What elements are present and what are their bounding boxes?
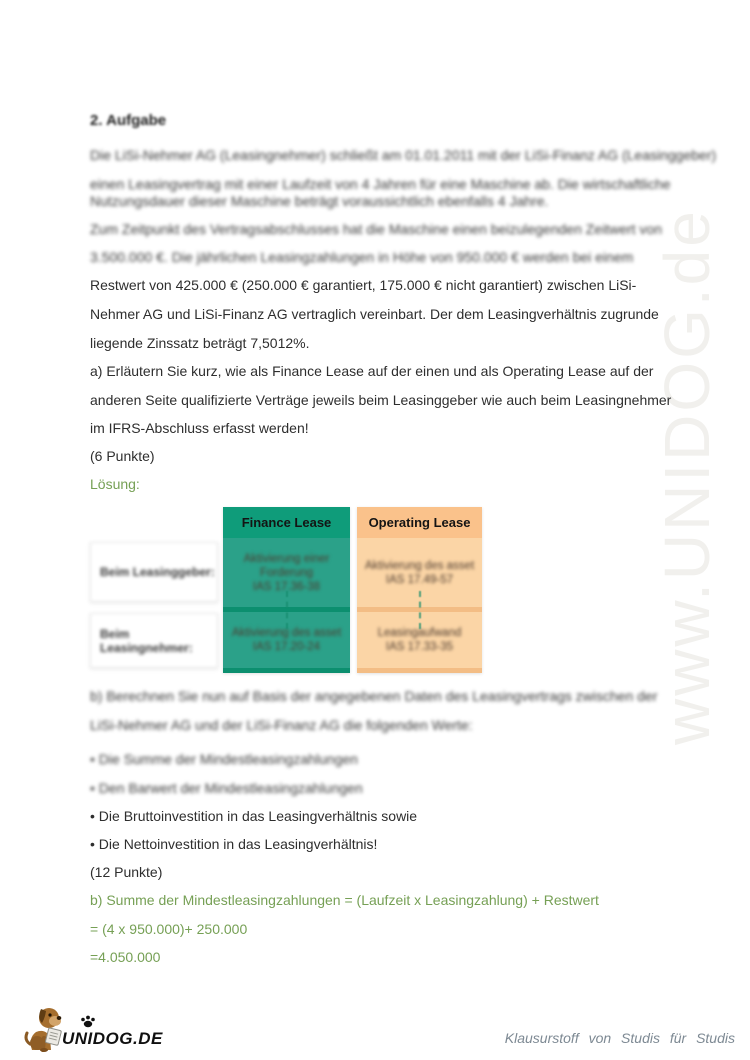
question-b-bullet: • Die Bruttoinvestition in das Leasingverhältnis sowie [90, 808, 418, 824]
row-label-lessor [90, 542, 218, 602]
intro-line: liegende Zinssatz beträgt 7,5012%. [90, 335, 310, 351]
points-a: (6 Punkte) [90, 448, 155, 464]
unidog-watermark: www.UNIDOG.de [651, 208, 723, 745]
finance-lease-column [223, 507, 350, 673]
question-b-line: b) Berechnen Sie nun auf Basis der angegebenen Daten des Leasingvertrags zwischen der [90, 688, 658, 704]
cell-line: Aktivierung des asset [231, 627, 342, 639]
operating-lease-column [357, 507, 482, 673]
cell-line: Aktivierung des asset [364, 559, 475, 572]
lease-comparison-diagram [90, 507, 482, 673]
points-b: (12 Punkte) [90, 864, 163, 880]
solution-label: Lösung: [90, 476, 140, 492]
row-label-lessee-text: Beim Leasingnehmer: [100, 626, 193, 655]
cell-line: Leasingaufwand [377, 627, 462, 639]
question-b-line: LiSi-Nehmer AG und der LiSi-Finanz AG die folgenden Werte: [90, 717, 473, 733]
paw-print-icon [80, 1014, 96, 1028]
cell-line: IAS 17.49-57 [385, 573, 454, 586]
row-label-lessor-text: Beim Leasinggeber: [100, 565, 215, 579]
task-title: 2. Aufgabe [90, 112, 167, 129]
operating-flow-arrow [419, 591, 421, 629]
finance-flow-arrow [286, 591, 288, 629]
question-a-line: anderen Seite qualifizierte Verträge jeweils beim Leasinggeber wie auch beim Leasingnehmer [90, 392, 672, 408]
solution-b-line: b) Summe der Mindestleasingzahlungen = (Laufzeit x Leasingzahlung) + Restwert [90, 892, 599, 908]
cell-line: IAS 17.33-35 [385, 641, 454, 653]
question-a-line: a) Erläutern Sie kurz, wie als Finance Lease auf der einen und als Operating Lease auf der [90, 363, 654, 379]
finance-bottom-edge [223, 668, 350, 673]
solution-b-line: =4.050.000 [90, 949, 161, 965]
solution-b-line: = (4 x 950.000)+ 250.000 [90, 921, 248, 937]
cell-line: Aktivierung einer [243, 552, 330, 565]
dog-mascot-icon [24, 1004, 64, 1052]
question-a-line: im IFRS-Abschluss erfasst werden! [90, 420, 309, 436]
intro-line: Nutzungsdauer dieser Maschine beträgt voraussichtlich ebenfalls 4 Jahre. [90, 193, 549, 209]
question-b-bullet: • Den Barwert der Mindestleasingzahlungen [90, 780, 363, 796]
footer-tagline: Klausurstoff von Studis für Studis [504, 1030, 735, 1046]
intro-line: 3.500.000 €. Die jährlichen Leasingzahlungen in Höhe von 950.000 € werden bei einem [90, 249, 634, 265]
cell-line: Forderung [259, 566, 314, 579]
intro-line: Restwert von 425.000 € (250.000 € garantiert, 175.000 € nicht garantiert) zwischen LiSi- [90, 277, 637, 293]
operating-lease-header: Operating Lease [357, 507, 482, 538]
cell-line: IAS 17.20-24 [252, 641, 321, 653]
finance-lease-header: Finance Lease [223, 507, 350, 538]
operating-bottom-edge [357, 668, 482, 673]
question-b-bullet: • Die Summe der Mindestleasingzahlungen [90, 751, 358, 767]
intro-line: Nehmer AG und LiSi-Finanz AG vertraglich vereinbart. Der dem Leasingverhältnis zugrunde [90, 306, 659, 322]
unidog-logo [24, 1002, 204, 1054]
intro-line: Zum Zeitpunkt des Vertragsabschlusses hat die Maschine einen beizulegenden Zeitwert von [90, 221, 662, 237]
row-label-lessee [90, 613, 218, 668]
intro-line: Die LiSi-Nehmer AG (Leasingnehmer) schließt am 01.01.2011 mit der LiSi-Finanz AG (Leasinggeber) [90, 147, 717, 163]
question-b-bullet: • Die Nettoinvestition in das Leasingverhältnis! [90, 836, 378, 852]
intro-line: einen Leasingvertrag mit einer Laufzeit von 4 Jahren für eine Maschine ab. Die wirtschaftliche [90, 176, 671, 192]
logo-text: UNIDOG.DE [62, 1029, 163, 1048]
cell-line: IAS 17.36-38 [252, 580, 321, 593]
